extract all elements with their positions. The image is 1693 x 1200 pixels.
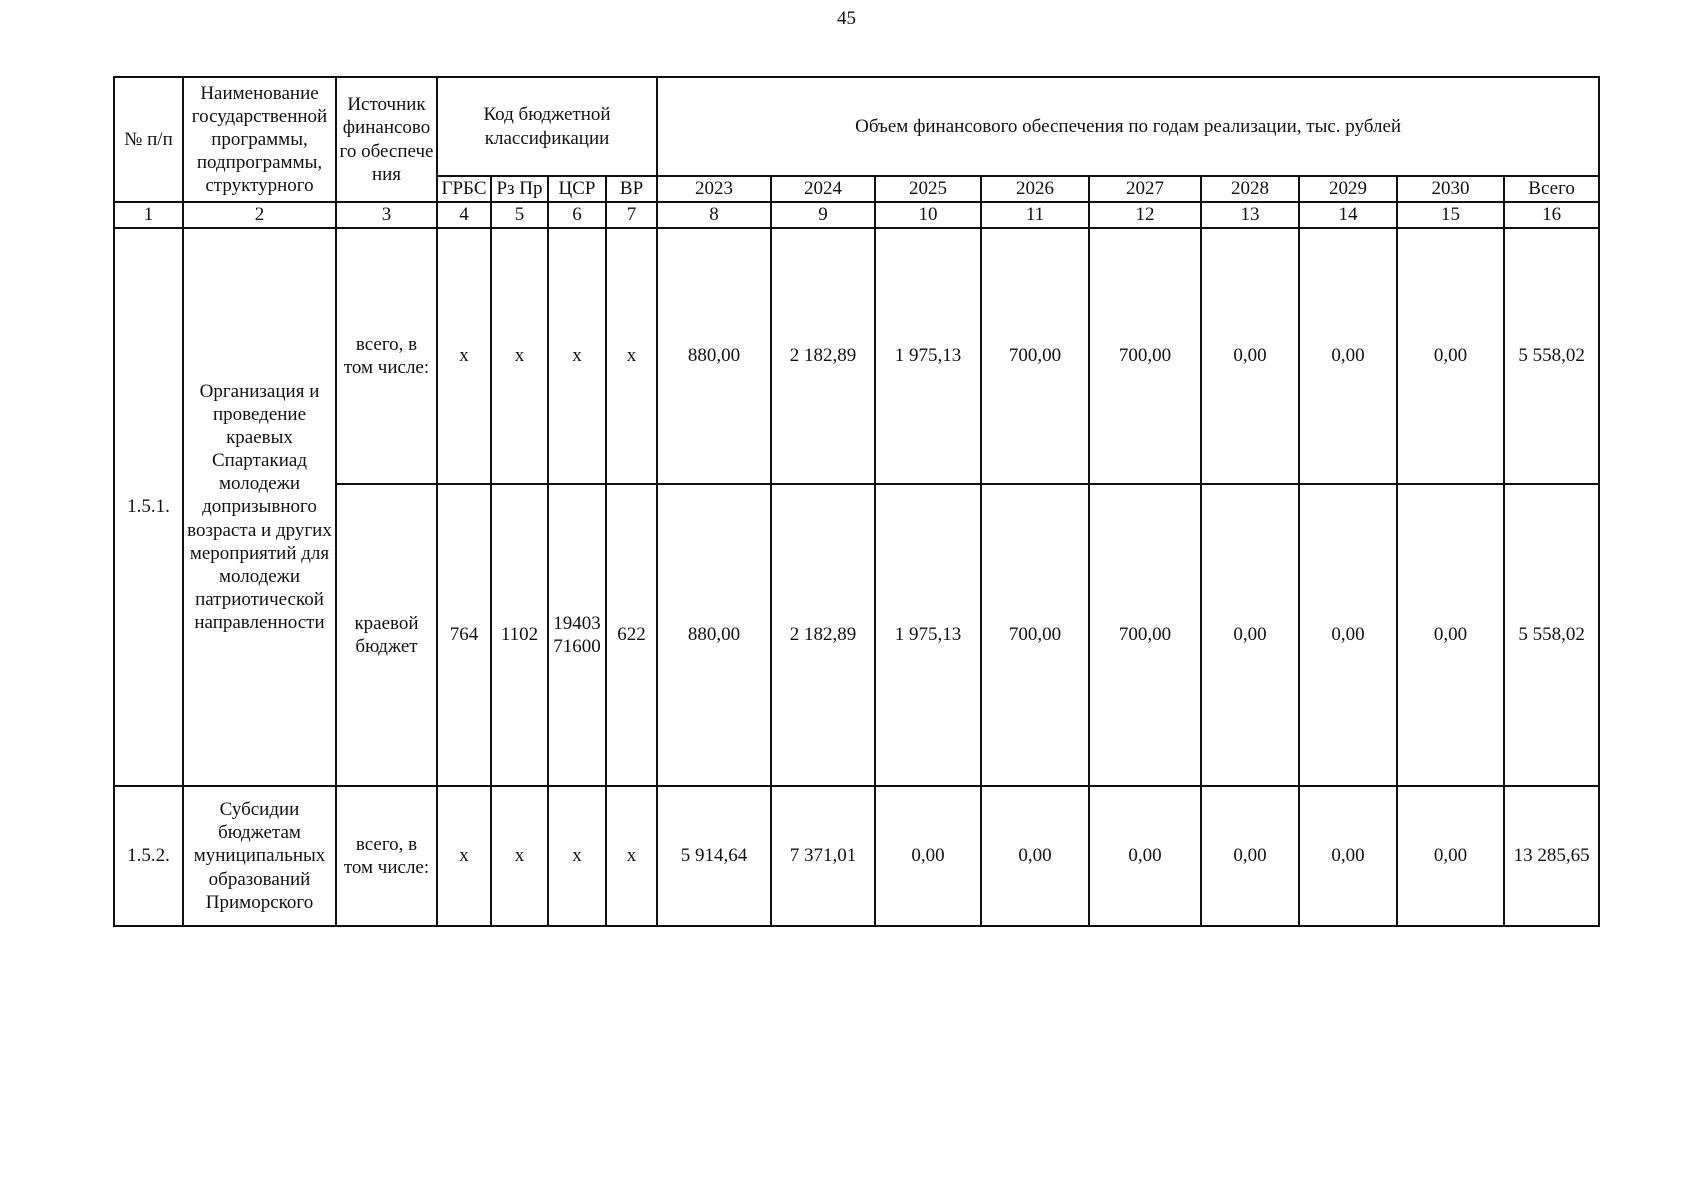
row-value: 0,00 [1299,484,1397,786]
header-year: 2028 [1201,176,1299,202]
row-number: 1.5.1. [114,228,183,786]
row-name: Организация и проведение краевых Спартакиад молодежи допризывного возраста и других мероприятий для молодежи патриотической направленности [183,228,336,786]
header-vr: ВР [606,176,657,202]
row-value: 0,00 [981,786,1089,926]
header-grbs: ГРБС [437,176,491,202]
header-year: 2027 [1089,176,1201,202]
row-csr: х [548,228,606,484]
row-value: 0,00 [1201,484,1299,786]
row-value: 5 914,64 [657,786,771,926]
header-volume: Объем финансового обеспечения по годам реализации, тыс. рублей [657,77,1599,176]
row-value: 700,00 [1089,484,1201,786]
page-number: 45 [837,8,856,29]
row-value: 7 371,01 [771,786,875,926]
row-rzpr: х [491,786,548,926]
header-code: Код бюджетной классификации [437,77,657,176]
table-row [114,786,1599,926]
row-total: 5 558,02 [1504,228,1599,484]
column-index: 11 [981,202,1089,228]
column-index-row [114,202,1599,228]
column-index: 13 [1201,202,1299,228]
row-rzpr: 1102 [491,484,548,786]
row-value: 2 182,89 [771,484,875,786]
column-index: 3 [336,202,437,228]
row-value: 0,00 [1397,484,1504,786]
row-value: 0,00 [875,786,981,926]
header-year: 2025 [875,176,981,202]
header-year: 2030 [1397,176,1504,202]
column-index: 4 [437,202,491,228]
row-value: 700,00 [1089,228,1201,484]
row-value: 0,00 [1299,228,1397,484]
row-vr: 622 [606,484,657,786]
header-name: Наименование государственной программы, подпрограммы, структурного [183,77,336,202]
row-value: 1 975,13 [875,228,981,484]
row-value: 0,00 [1201,228,1299,484]
column-index: 1 [114,202,183,228]
row-value: 700,00 [981,228,1089,484]
row-value: 0,00 [1397,786,1504,926]
row-value: 700,00 [981,484,1089,786]
header-no: № п/п [114,77,183,202]
row-total: 5 558,02 [1504,484,1599,786]
row-vr: х [606,786,657,926]
column-index: 7 [606,202,657,228]
row-value: 1 975,13 [875,484,981,786]
row-value: 0,00 [1397,228,1504,484]
row-source: всего, в том числе: [336,786,437,926]
column-index: 12 [1089,202,1201,228]
row-name: Субсидии бюджетам муниципальных образований Приморского [183,786,336,926]
column-index: 6 [548,202,606,228]
row-rzpr: х [491,228,548,484]
header-year: 2026 [981,176,1089,202]
header-year: 2023 [657,176,771,202]
column-index: 10 [875,202,981,228]
table-row [114,228,1599,484]
row-grbs: х [437,786,491,926]
row-csr: 1940371600 [548,484,606,786]
header-csr: ЦСР [548,176,606,202]
header-source: Источник финансового обеспечения [336,77,437,202]
row-value: 0,00 [1089,786,1201,926]
row-csr: х [548,786,606,926]
row-grbs: 764 [437,484,491,786]
column-index: 2 [183,202,336,228]
row-grbs: х [437,228,491,484]
column-index: 14 [1299,202,1397,228]
row-source: всего, в том числе: [336,228,437,484]
column-index: 9 [771,202,875,228]
header-rzpr: Рз Пр [491,176,548,202]
row-value: 2 182,89 [771,228,875,484]
column-index: 15 [1397,202,1504,228]
column-index: 5 [491,202,548,228]
row-value: 0,00 [1201,786,1299,926]
row-number: 1.5.2. [114,786,183,926]
column-index: 16 [1504,202,1599,228]
row-value: 880,00 [657,228,771,484]
row-source: краевой бюджет [336,484,437,786]
table-row [114,484,1599,786]
row-vr: х [606,228,657,484]
header-year: 2029 [1299,176,1397,202]
row-total: 13 285,65 [1504,786,1599,926]
column-index: 8 [657,202,771,228]
header-row [114,77,1599,176]
header-total: Всего [1504,176,1599,202]
row-value: 880,00 [657,484,771,786]
row-value: 0,00 [1299,786,1397,926]
budget-table [113,76,1600,927]
header-year: 2024 [771,176,875,202]
